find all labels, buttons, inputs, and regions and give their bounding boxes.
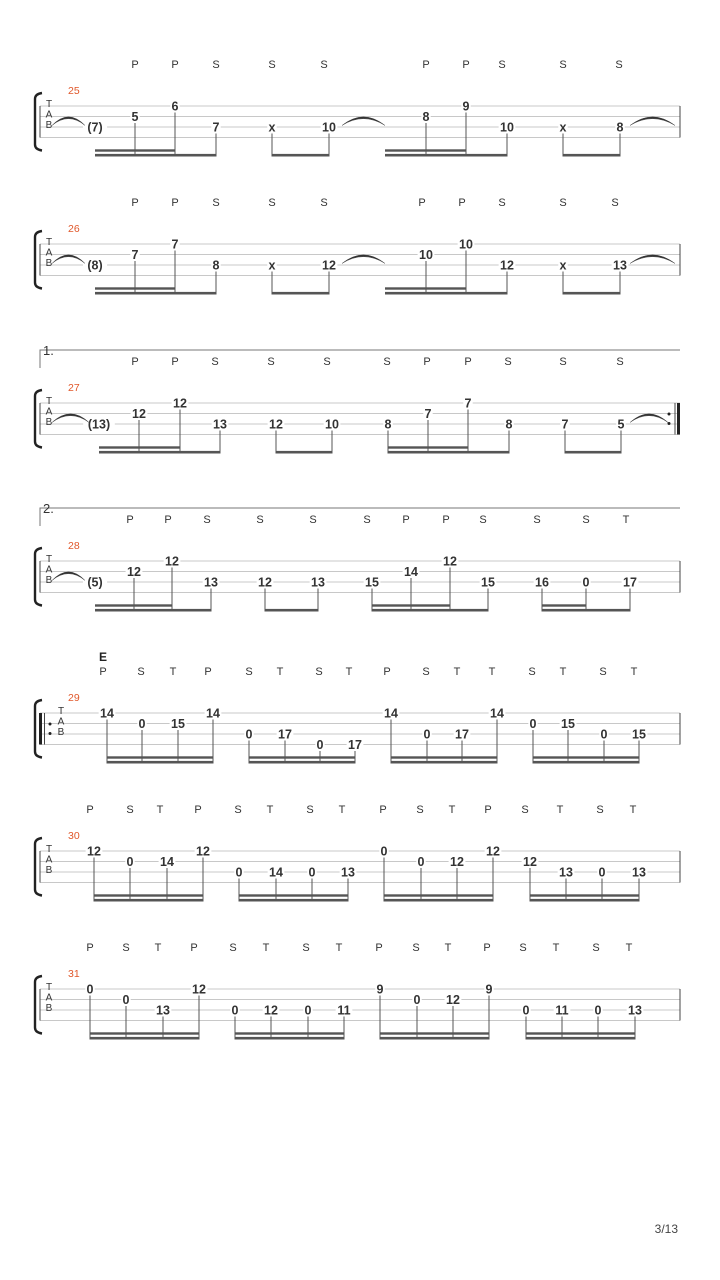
volta-label: 1. [43, 343, 54, 358]
fret-number: 8 [616, 120, 624, 135]
fret-number: 12 [87, 844, 101, 859]
system-30 [35, 804, 680, 902]
beam-secondary [391, 756, 497, 758]
technique-label: S [268, 197, 276, 209]
technique-label: S [320, 197, 328, 209]
fret-number: 5 [131, 110, 139, 124]
system-bracket [35, 838, 42, 896]
measure-number: 29 [68, 692, 80, 704]
technique-label: P [422, 59, 430, 71]
repeat-dot [49, 732, 52, 735]
technique-label: T [444, 942, 452, 954]
technique-label: S [416, 804, 424, 816]
fret-number: 13 [204, 575, 218, 590]
fret-number: 0 [594, 1003, 602, 1018]
tab-clef-letter: T [45, 237, 53, 248]
beam-primary [388, 451, 509, 454]
technique-label: T [488, 666, 496, 678]
technique-label: P [99, 666, 107, 678]
technique-label: S [383, 356, 391, 368]
beam-primary [99, 451, 220, 454]
beam-secondary [239, 894, 348, 896]
technique-label: P [442, 514, 450, 526]
technique-label: P [484, 804, 492, 816]
tie [342, 117, 385, 126]
technique-label: S [306, 804, 314, 816]
beam-primary [95, 154, 216, 157]
fret-number: 14 [404, 565, 418, 579]
technique-label: P [483, 942, 491, 954]
technique-label: T [345, 666, 353, 678]
technique-label: T [629, 804, 637, 816]
repeat-dot [49, 723, 52, 726]
tab-clef-letter: B [45, 119, 53, 131]
technique-label: S [559, 356, 567, 368]
beam-primary [249, 761, 355, 764]
technique-label: S [315, 666, 323, 678]
technique-label: S [363, 514, 371, 526]
system-25 [35, 59, 680, 157]
fret-number: 12 [523, 855, 537, 869]
technique-label: S [229, 942, 237, 954]
tab-clef-letter: T [45, 396, 53, 407]
beam-primary [563, 292, 620, 295]
technique-label: S [559, 59, 567, 71]
fret-number: 15 [561, 717, 575, 731]
tab-clef-letter: A [45, 247, 53, 259]
measure-number: 27 [68, 382, 80, 394]
fret-number: 8 [422, 110, 430, 124]
beam-primary [90, 1037, 199, 1040]
technique-label: T [453, 666, 461, 678]
technique-label: P [423, 356, 431, 368]
system-bracket [35, 231, 42, 289]
fret-number: 9 [462, 99, 470, 114]
fret-number: 0 [122, 993, 130, 1007]
technique-label: S [412, 942, 420, 954]
fret-number: 0 [522, 1003, 530, 1018]
fret-number: 12 [443, 554, 457, 569]
technique-label: T [559, 666, 567, 678]
fret-number: 5 [617, 417, 625, 432]
system-28 [35, 501, 680, 612]
beam-secondary [542, 604, 586, 606]
measure-number: 26 [68, 223, 80, 235]
fret-number: 0 [423, 727, 431, 742]
fret-number: 12 [446, 993, 460, 1007]
fret-number: 13 [628, 1003, 642, 1018]
fret-number: 12 [196, 844, 210, 859]
tab-clef-letter: B [45, 1002, 53, 1014]
fret-number: 12 [165, 554, 179, 569]
beam-secondary [249, 756, 355, 758]
fret-number: 17 [348, 738, 362, 752]
fret-number: 7 [131, 248, 139, 262]
beam-primary [95, 292, 216, 295]
tab-clef-letter: T [45, 554, 53, 565]
technique-label: T [156, 804, 164, 816]
fret-number: x [559, 120, 567, 135]
page-number: 3/13 [654, 1222, 678, 1236]
beam-primary [384, 899, 493, 902]
fret-number: 12 [500, 258, 514, 273]
beam-secondary [95, 287, 175, 289]
tab-clef-letter: B [45, 864, 53, 876]
beam-secondary [95, 149, 175, 151]
tab-clef-letter: B [45, 257, 53, 269]
technique-label: P [131, 356, 139, 368]
fret-number: 15 [481, 575, 495, 590]
beam-primary [94, 899, 203, 902]
technique-label: S [212, 197, 220, 209]
tab-clef-letter: T [57, 706, 65, 717]
technique-label: P [418, 197, 426, 209]
fret-number: 12 [264, 1003, 278, 1018]
technique-label: S [212, 59, 220, 71]
fret-number: 0 [304, 1003, 312, 1018]
technique-label: T [335, 942, 343, 954]
fret-number: x [559, 258, 567, 273]
fret-number: 0 [231, 1003, 239, 1018]
fret-number: 10 [500, 120, 514, 135]
beam-secondary [385, 149, 466, 151]
fret-number: 13 [311, 575, 325, 590]
fret-number: 0 [86, 982, 94, 997]
fret-number: (5) [87, 575, 103, 590]
fret-number: 10 [459, 237, 473, 252]
technique-label: P [464, 356, 472, 368]
fret-number: 13 [559, 865, 573, 880]
technique-label: P [86, 942, 94, 954]
fret-number: 11 [337, 1003, 351, 1018]
technique-label: P [204, 666, 212, 678]
technique-label: S [519, 942, 527, 954]
beam-primary [235, 1037, 344, 1040]
beam-secondary [372, 604, 450, 606]
fret-number: 17 [455, 727, 469, 742]
tab-clef-letter: A [45, 854, 53, 866]
beam-primary [276, 451, 332, 454]
beam-primary [542, 609, 630, 612]
tie [52, 117, 85, 126]
technique-label: P [171, 356, 179, 368]
beam-primary [265, 609, 318, 612]
beam-secondary [94, 894, 203, 896]
fret-number: (8) [87, 258, 103, 273]
technique-label: P [131, 59, 139, 71]
fret-number: 7 [464, 396, 472, 411]
tab-clef-letter: A [57, 716, 65, 728]
fret-number: 0 [235, 865, 243, 880]
tie [630, 255, 675, 264]
system-bracket [35, 93, 42, 151]
system-26 [35, 197, 680, 295]
technique-label: P [383, 666, 391, 678]
fret-number: 8 [212, 258, 220, 273]
repeat-end-thick [677, 403, 680, 435]
fret-number: 15 [632, 727, 646, 742]
fret-number: 0 [138, 717, 146, 731]
beam-primary [385, 292, 507, 295]
technique-label: S [521, 804, 529, 816]
fret-number: 9 [485, 982, 493, 997]
tab-clef-letter: T [45, 99, 53, 110]
beam-primary [530, 899, 639, 902]
fret-number: 6 [171, 99, 179, 114]
fret-number: 14 [160, 855, 174, 869]
fret-number: 7 [212, 120, 220, 135]
repeat-dot [668, 413, 671, 416]
tab-clef-letter: A [45, 564, 53, 576]
technique-label: S [320, 59, 328, 71]
technique-label: S [245, 666, 253, 678]
fret-number: (7) [87, 120, 103, 135]
beam-secondary [107, 756, 213, 758]
technique-label: S [203, 514, 211, 526]
fret-number: 0 [126, 855, 134, 869]
fret-number: 10 [325, 417, 339, 432]
technique-label: S [137, 666, 145, 678]
technique-label: S [599, 666, 607, 678]
fret-number: 14 [206, 706, 220, 721]
beam-secondary [380, 1032, 489, 1034]
technique-label: S [268, 59, 276, 71]
fret-number: 13 [613, 258, 627, 273]
technique-label: P [86, 804, 94, 816]
beam-primary [95, 609, 211, 612]
technique-label: S [533, 514, 541, 526]
fret-number: 12 [450, 855, 464, 869]
technique-label: T [266, 804, 274, 816]
beam-secondary [385, 287, 466, 289]
technique-label: T [276, 666, 284, 678]
fret-number: 14 [384, 706, 398, 721]
technique-label: S [528, 666, 536, 678]
fret-number: 12 [322, 258, 336, 273]
technique-label: S [611, 197, 619, 209]
fret-number: 16 [535, 575, 549, 590]
system-bracket [35, 976, 42, 1034]
technique-label: S [126, 804, 134, 816]
technique-label: P [171, 197, 179, 209]
fret-number: 14 [100, 706, 114, 721]
technique-label: S [479, 514, 487, 526]
beam-primary [563, 154, 620, 157]
technique-label: S [615, 59, 623, 71]
fret-number: 7 [561, 417, 569, 432]
technique-label: T [552, 942, 560, 954]
beam-secondary [90, 1032, 199, 1034]
technique-label: P [164, 514, 172, 526]
technique-label: S [582, 514, 590, 526]
beam-secondary [99, 446, 180, 448]
technique-label: P [379, 804, 387, 816]
beam-secondary [533, 756, 639, 758]
technique-label: T [556, 804, 564, 816]
tie [52, 255, 85, 264]
tab-clef-letter: B [57, 726, 65, 738]
tie [630, 414, 668, 423]
technique-label: P [194, 804, 202, 816]
system-bracket [35, 390, 42, 448]
measure-number: 30 [68, 830, 80, 842]
measure-number: 31 [68, 968, 80, 980]
technique-label: T [448, 804, 456, 816]
fret-number: 0 [380, 844, 388, 859]
system-27 [35, 343, 680, 454]
repeat-start-thick [39, 713, 42, 745]
beam-secondary [530, 894, 639, 896]
tie [630, 117, 675, 126]
fret-number: 0 [600, 727, 608, 742]
technique-label: T [262, 942, 270, 954]
beam-primary [391, 761, 497, 764]
technique-label: S [267, 356, 275, 368]
tab-clef-letter: B [45, 574, 53, 586]
fret-number: 15 [171, 717, 185, 731]
tab-clef-letter: B [45, 416, 53, 428]
measure-number: 28 [68, 540, 80, 552]
fret-number: 17 [278, 727, 292, 742]
beam-primary [272, 154, 329, 157]
fret-number: x [268, 258, 276, 273]
fret-number: 15 [365, 575, 379, 590]
fret-number: 12 [486, 844, 500, 859]
fret-number: 7 [424, 407, 432, 421]
fret-number: 13 [156, 1003, 170, 1018]
technique-label: S [211, 356, 219, 368]
technique-label: P [126, 514, 134, 526]
beam-primary [526, 1037, 635, 1040]
technique-label: S [498, 197, 506, 209]
technique-label: T [154, 942, 162, 954]
technique-label: T [169, 666, 177, 678]
fret-number: 12 [132, 407, 146, 421]
system-31 [35, 942, 680, 1040]
beam-primary [272, 292, 329, 295]
beam-primary [380, 1037, 489, 1040]
technique-label: S [122, 942, 130, 954]
technique-label: S [309, 514, 317, 526]
fret-number: 0 [245, 727, 253, 742]
tab-clef-letter: T [45, 982, 53, 993]
beam-primary [385, 154, 507, 157]
beam-secondary [388, 446, 468, 448]
technique-label: S [323, 356, 331, 368]
fret-number: 12 [173, 396, 187, 411]
beam-primary [533, 761, 639, 764]
technique-label: P [190, 942, 198, 954]
fret-number: 17 [623, 575, 637, 590]
fret-number: 9 [376, 982, 384, 997]
technique-label: T [625, 942, 633, 954]
fret-number: 12 [269, 417, 283, 432]
technique-label: P [402, 514, 410, 526]
fret-number: 14 [269, 865, 283, 880]
technique-label: T [630, 666, 638, 678]
fret-number: 10 [322, 120, 336, 135]
fret-number: 12 [127, 565, 141, 579]
fret-number: 0 [529, 717, 537, 731]
system-bracket [35, 548, 42, 606]
beam-primary [565, 451, 621, 454]
fret-number: 7 [171, 237, 179, 252]
fret-number: x [268, 120, 276, 135]
beam-secondary [384, 894, 493, 896]
tab-clef-letter: T [45, 844, 53, 855]
tie [342, 255, 385, 264]
fret-number: 0 [413, 993, 421, 1007]
measure-number: 25 [68, 85, 80, 97]
technique-label: P [375, 942, 383, 954]
tab-clef-letter: A [45, 406, 53, 418]
technique-label: S [616, 356, 624, 368]
volta-label: 2. [43, 501, 54, 516]
fret-number: 11 [555, 1003, 569, 1018]
beam-primary [107, 761, 213, 764]
beam-secondary [95, 604, 172, 606]
fret-number: 13 [213, 417, 227, 432]
tie [52, 572, 85, 581]
technique-label: S [234, 804, 242, 816]
technique-label: S [596, 804, 604, 816]
technique-label: S [256, 514, 264, 526]
tab-clef-letter: A [45, 109, 53, 121]
fret-number: 12 [192, 982, 206, 997]
technique-label: S [559, 197, 567, 209]
fret-number: (13) [87, 417, 111, 432]
fret-number: 0 [598, 865, 606, 880]
beam-primary [239, 899, 348, 902]
technique-label: S [302, 942, 310, 954]
technique-label: S [422, 666, 430, 678]
tab-clef-letter: A [45, 992, 53, 1004]
fret-number: 13 [341, 865, 355, 880]
technique-label: T [622, 514, 630, 526]
technique-label: P [171, 59, 179, 71]
beam-secondary [526, 1032, 635, 1034]
fret-number: 0 [308, 865, 316, 880]
fret-number: 10 [419, 248, 433, 262]
fret-number: 0 [316, 738, 324, 752]
fret-number: 8 [505, 417, 513, 432]
technique-label: S [592, 942, 600, 954]
technique-label: P [462, 59, 470, 71]
technique-label: S [504, 356, 512, 368]
fret-number: 14 [490, 706, 504, 721]
fret-number: 0 [582, 575, 590, 590]
system-29 [35, 650, 680, 764]
fret-number: 0 [417, 855, 425, 869]
technique-label: P [458, 197, 466, 209]
fret-number: 12 [258, 575, 272, 590]
section-marker: E [98, 650, 108, 664]
fret-number: 8 [384, 417, 392, 432]
beam-primary [372, 609, 488, 612]
fret-number: 13 [632, 865, 646, 880]
beam-secondary [235, 1032, 344, 1034]
technique-label: T [338, 804, 346, 816]
technique-label: S [498, 59, 506, 71]
technique-label: P [131, 197, 139, 209]
